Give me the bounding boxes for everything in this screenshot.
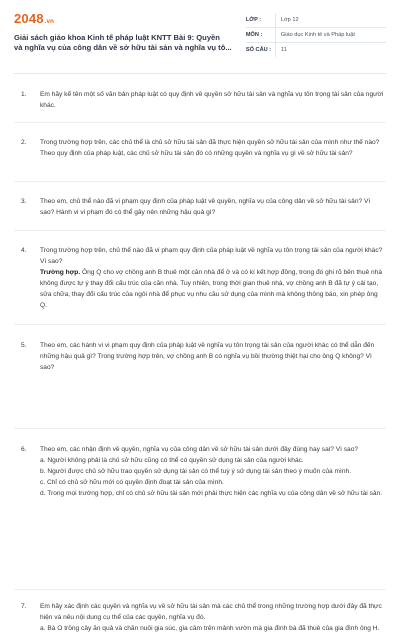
question-text [40, 137, 386, 159]
answer-option-b: b. Người được chủ sở hữu trao quyền sử dụng tài sản có thể tuỳ ý sử dụng tài sản theo ý muốn của mình. [40, 468, 352, 475]
answer-option-d: d. Trong mọi trường hợp, chỉ có chủ sở hữu tài sản mới phải thực hiện các nghĩa vụ của công dân về sở hữu tài sản. [40, 490, 383, 497]
question-divider [14, 428, 386, 429]
question-divider [14, 324, 386, 325]
meta-key-grade: LỚP : [246, 13, 276, 27]
question-item [14, 340, 386, 373]
meta-value-subject: Giáo dục Kinh tế và Pháp luật [280, 32, 355, 38]
question-number: 3. [21, 198, 27, 205]
question-body: Theo em, chủ thể nào đã vi phạm quy định của pháp luật về quyền, nghĩa vụ của công dân về sở hữu tài sản? Vì sao? Hành vi vi phạm đó có thể gây nên những hậu quả gì? [40, 198, 371, 216]
question-text [40, 601, 386, 634]
question-divider [14, 181, 386, 182]
question-body: Theo em, các nhận định về quyền, nghĩa vụ của công dân về sở hữu tài sản dưới đây đúng hay sai? Vì sao? [40, 446, 359, 453]
site-logo[interactable] [14, 12, 246, 29]
question-divider [14, 589, 386, 590]
answer-option-c: c. Chỉ có chủ sở hữu mới có quyền định đoạt tài sản của mình. [40, 479, 224, 486]
header-divider [14, 73, 386, 74]
document-title [14, 33, 246, 53]
question-item [14, 137, 386, 159]
meta-row-grade [246, 13, 386, 28]
question-item [14, 245, 386, 311]
question-text [40, 245, 386, 311]
question-number: 5. [21, 342, 27, 349]
answer-option-a: a. Bà O trồng cây ăn quả và chăn nuôi gia súc, gia cầm trên mảnh vườn mà gia đình bà đã thuê của gia đình ông H. [40, 625, 380, 632]
meta-row-question-count [246, 43, 386, 57]
question-text [40, 196, 386, 218]
case-text: Ông Q cho vợ chồng anh B thuê một căn nhà để ở và có kí kết hợp đồng, trong đó ghi rõ bên thuê nhà không được tự ý thay đổi cấu trúc của căn nhà. Tuy nhiên, trong thời gian thuê nhà, vợ chồng anh B đã tự ý cải tạo, sửa chữa, thay đổi cấu trúc của ngôi nhà để phục vụ nhu cầu sử dụng của mình mà không thông báo, xin phép ông Q. [40, 269, 382, 309]
question-text [40, 444, 386, 499]
question-body: Trong trường hợp trên, các chủ thể là chủ sở hữu tài sản đã thực hiện quyền sở hữu tài sản của mình như thế nào? Theo quy định của pháp luật, các chủ sở hữu tài sản đó có những quyền và nghĩa vụ gì về sở hữu tài sản? [40, 139, 380, 157]
meta-value-question-count: 11 [280, 47, 287, 53]
document-title-line-2: và nghĩa vụ của công dân về sở hữu tài sản và nghĩa vụ tô... [14, 43, 232, 52]
meta-row-subject [246, 28, 386, 43]
question-divider [14, 122, 386, 123]
meta-value-grade: Lớp 12 [280, 17, 299, 23]
meta-table [246, 13, 386, 57]
question-number: 7. [21, 603, 27, 610]
question-number: 2. [21, 139, 27, 146]
question-text [40, 340, 386, 373]
question-number: 6. [21, 446, 27, 453]
meta-key-subject: MÔN : [246, 28, 276, 42]
question-number: 4. [21, 247, 27, 254]
question-number: 1. [21, 91, 27, 98]
meta-key-question-count: SỐ CÂU : [246, 43, 276, 57]
question-item [14, 444, 386, 499]
question-item [14, 601, 386, 634]
answer-option-a: a. Người không phải là chủ sở hữu cũng có thể có quyền sử dụng tài sản của người khác. [40, 457, 304, 464]
case-description [40, 267, 386, 311]
question-body: Theo em, các hành vi vi phạm quy định của pháp luật về nghĩa vụ tôn trọng tài sản của người khác có thể dẫn đến những hậu quả gì? Trong trường hợp trên, vợ chồng anh B có nghĩa vụ bồi thường thiệt hại cho ông Q không? Vì sao? [40, 342, 375, 371]
question-body: Em hãy kể tên một số văn bản pháp luật có quy định về quyền sở hữu tài sản và nghĩa vụ tôn trọng tài sản của người khác. [40, 91, 384, 109]
case-label: Trường hợp. [40, 269, 81, 276]
question-body: Trong trường hợp trên, chủ thể nào đã vi phạm quy định của pháp luật về nghĩa vụ tôn trọng tài sản của người khác? Vì sao? [40, 247, 383, 265]
logo-tld: .vn [44, 19, 55, 25]
question-item [14, 89, 386, 111]
page-header [14, 12, 386, 64]
document-title-line-1: Giải sách giáo khoa Kinh tế pháp luật KNTT Bài 9: Quyền [14, 33, 220, 42]
question-text [40, 89, 386, 111]
question-item [14, 196, 386, 218]
header-left [14, 12, 246, 53]
logo-text: 2048 [14, 11, 44, 26]
question-divider [14, 230, 386, 231]
question-body: Em hãy xác định các quyền và nghĩa vụ về sở hữu tài sản mà các chủ thể trong những trường hợp dưới đây đã thực hiện và nêu nội dung cụ thể của các quyền, nghĩa vụ đó. [40, 603, 382, 621]
